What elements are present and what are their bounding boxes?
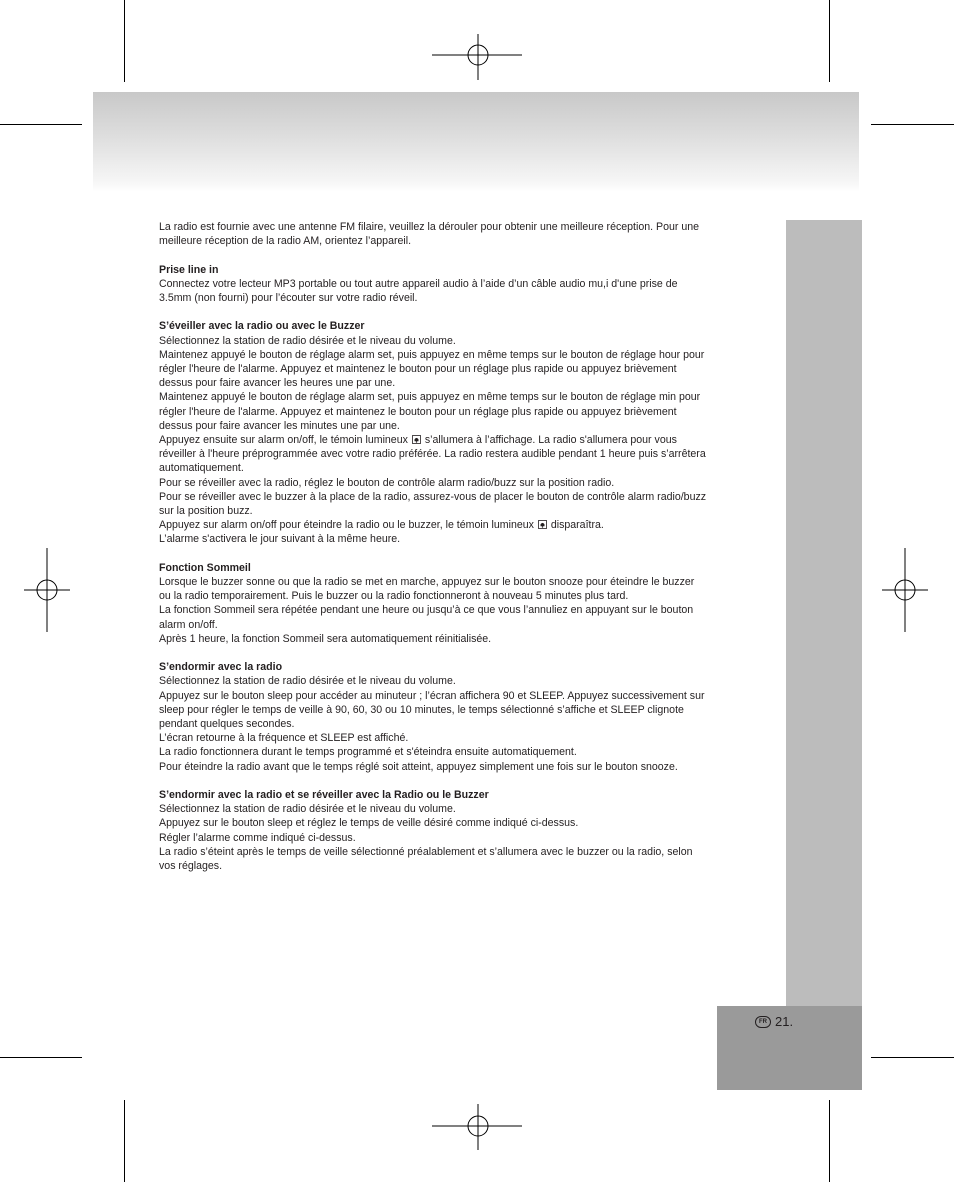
- body-text: [159, 433, 759, 447]
- body-text-part: Appuyez ensuite sur alarm on/off, le témoin lumineux: [159, 434, 408, 447]
- header-band: [93, 92, 859, 192]
- body-text: vos réglages.: [159, 860, 223, 873]
- body-text: Pour se réveiller avec le buzzer à la place de la radio, assurez-vous de placer le bouton de contrôle alarm radio/buzz: [159, 490, 707, 503]
- section-heading-sleep-radio: S’endormir avec la radio: [159, 661, 283, 674]
- registration-mark: [432, 1104, 522, 1150]
- registration-mark: [882, 548, 928, 632]
- crop-mark: [871, 124, 954, 125]
- crop-mark: [124, 1100, 125, 1182]
- registration-mark: [24, 548, 70, 632]
- body-text: ou la radio temporairement. Puis le buzzer ou la radio fonctionneront à nouveau 5 minutes plus tard.: [159, 590, 629, 603]
- page-number-text: 21.: [775, 1014, 794, 1029]
- body-text: Pour se réveiller avec la radio, réglez le bouton de contrôle alarm radio/buzz sur la position radio.: [159, 476, 615, 489]
- body-text: dessus pour faire avancer les heures une par une.: [159, 377, 396, 390]
- alarm-bell-icon: [538, 520, 547, 529]
- body-text-part: disparaîtra.: [550, 519, 604, 532]
- body-text: Pour éteindre la radio avant que le temps réglé soit atteint, appuyez simplement une fois sur le bouton snooze.: [159, 760, 678, 773]
- crop-mark: [829, 0, 830, 82]
- registration-mark: [432, 34, 522, 80]
- alarm-bell-icon: [412, 435, 421, 444]
- page-number: [755, 1014, 793, 1029]
- body-text: automatiquement.: [159, 462, 244, 475]
- body-text: La radio est fournie avec une antenne FM filaire, veuillez la dérouler pour obtenir une meilleure réception. Pour une: [159, 221, 700, 233]
- section-heading-sleep-function: Fonction Sommeil: [159, 561, 251, 574]
- crop-mark: [124, 0, 125, 82]
- body-text: réveiller à l'heure préprogrammée avec votre radio préférée. La radio restera audible pendant 1 heure puis s’arrêtera: [159, 448, 706, 461]
- body-text: La fonction Sommeil sera répétée pendant une heure ou jusqu’à ce que vous l’annuliez en appuyant sur le bouton: [159, 604, 694, 617]
- body-text: Régler l’alarme comme indiqué ci-dessus.: [159, 831, 356, 844]
- body-text: dessus pour faire avancer les minutes une par une.: [159, 419, 400, 432]
- body-text: [159, 518, 759, 532]
- body-text: pendant quelques secondes.: [159, 718, 295, 731]
- body-text: Maintenez appuyé le bouton de réglage alarm set, puis appuyez en même temps sur le bouton de réglage min pour: [159, 391, 701, 404]
- body-text: L’alarme s'activera le jour suivant à la même heure.: [159, 533, 401, 546]
- body-text-part: Appuyez sur alarm on/off pour éteindre la radio ou le buzzer, le témoin lumineux: [159, 519, 534, 532]
- body-text: La radio fonctionnera durant le temps programmé et s'éteindra ensuite automatiquement.: [159, 746, 577, 759]
- body-text: sleep pour régler le temps de veille à 90, 60, 30 ou 10 minutes, le temps sélectionné s’affiche et SLEEP clignote: [159, 703, 684, 716]
- crop-mark: [0, 124, 82, 125]
- body-text: alarm on/off.: [159, 618, 218, 631]
- side-tab: [786, 220, 862, 1006]
- crop-mark: [871, 1057, 954, 1058]
- body-text: L’écran retourne à la fréquence et SLEEP est affiché.: [159, 732, 409, 745]
- body-text: Maintenez appuyé le bouton de réglage alarm set, puis appuyez en même temps sur le bouton de réglage hour pour: [159, 348, 705, 361]
- body-text: Appuyez sur le bouton sleep et réglez le temps de veille désiré comme indiqué ci-dessus.: [159, 817, 579, 830]
- body-text: 3.5mm (non fourni) pour l’écouter sur votre radio réveil.: [159, 292, 418, 304]
- crop-mark: [0, 1057, 82, 1058]
- crop-mark: [829, 1100, 830, 1182]
- body-text: Après 1 heure, la fonction Sommeil sera automatiquement réinitialisée.: [159, 632, 492, 645]
- body-text: Sélectionnez la station de radio désirée et le niveau du volume.: [159, 334, 456, 347]
- body-text: régler l'heure de l'alarme. Appuyez et maintenez le bouton pour un réglage plus rapide ou appuyez brièvement: [159, 363, 677, 375]
- body-text-part: s’allumera à l’affichage. La radio s'allumera pour vous: [424, 434, 677, 447]
- body-text: meilleure réception de la radio AM, orientez l’appareil.: [159, 235, 412, 248]
- body-text: Sélectionnez la station de radio désirée et le niveau du volume.: [159, 803, 456, 816]
- language-badge: FR: [755, 1016, 771, 1028]
- body-text: régler l'heure de l'alarme. Appuyez et maintenez le bouton pour un réglage plus rapide ou appuyez brièvement: [159, 405, 677, 418]
- body-text: Sélectionnez la station de radio désirée et le niveau du volume.: [159, 675, 456, 688]
- body-text: sur la position buzz.: [159, 505, 253, 518]
- body-text: Appuyez sur le bouton sleep pour accéder au minuteur ; l’écran affichera 90 et SLEEP. Appuyez successivement sur: [159, 689, 705, 702]
- section-heading-wake: S’éveiller avec la radio ou avec le Buzzer: [159, 320, 365, 333]
- body-text: Lorsque le buzzer sonne ou que la radio se met en marche, appuyez sur le bouton snooze pour éteindre le buzzer: [159, 576, 695, 589]
- section-heading-line-in: Prise line in: [159, 263, 219, 276]
- body-text: La radio s’éteint après le temps de veille sélectionné préalablement et s’allumera avec le buzzer ou la radio, selon: [159, 845, 693, 858]
- body-text: Connectez votre lecteur MP3 portable ou tout autre appareil audio à l’aide d’un câble audio mu,i d'une prise de: [159, 277, 678, 290]
- section-heading-sleep-wake: S’endormir avec la radio et se réveiller avec la Radio ou le Buzzer: [159, 789, 489, 802]
- manual-body: [159, 220, 759, 873]
